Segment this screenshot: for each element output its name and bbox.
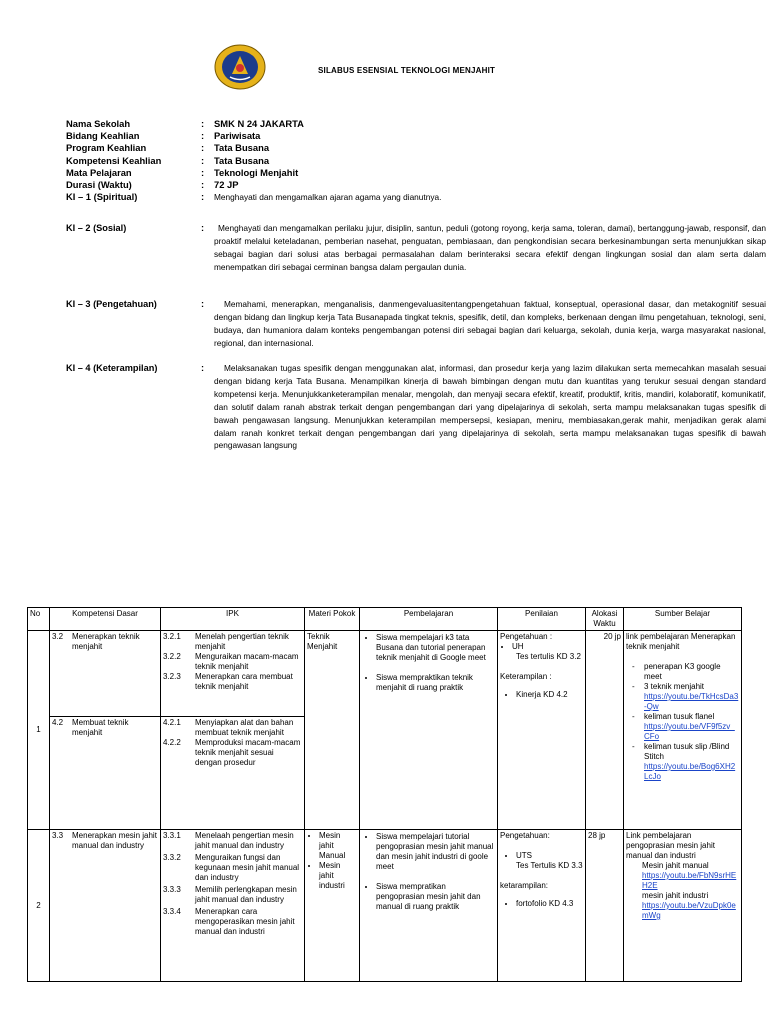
ki-label: KI – 4 (Keterampilan) <box>66 363 158 373</box>
list-item: • Mesin jahit industri <box>319 861 357 891</box>
kd-cell: 3.3 Menerapkan mesin jahit manual dan industry <box>50 830 161 982</box>
school-emblem-icon <box>214 44 266 90</box>
ipk-cell: 3.3.1 Menelaah pengertian mesin jahit manual dan industry 3.3.2 Menguraikan fungsi dan kegunaan mesin jahit manual dan industry 3.3.3 Memilih perlengkapan mesin jahit manual dan industry 3.3.4 Menerapkan cara mengoperasikan mesin jahit manual dan industri <box>161 830 305 982</box>
info-label: Program Keahlian <box>66 142 147 154</box>
header-cell: Kompetensi Dasar <box>50 608 161 631</box>
pembelajaran-cell <box>360 830 498 982</box>
table-row <box>28 830 742 982</box>
info-value: Pariwisata <box>214 130 261 142</box>
kd-cell: 4.2 Membuat teknik menjahit <box>50 717 161 830</box>
header-cell: No <box>28 608 50 631</box>
list-item: - 3 teknik menjahit https://youtu.be/TkHcsDa3-Qw <box>644 682 739 712</box>
header-cell: Materi Pokok <box>305 608 360 631</box>
waktu-cell: 28 jp <box>586 830 624 982</box>
info-value: Menghayati dan mengamalkan ajaran agama yang dianutnya. <box>214 192 442 203</box>
header-cell: Sumber Belajar <box>624 608 742 631</box>
info-label: Durasi (Waktu) <box>66 179 132 191</box>
info-row: Mata Pelajaran : Teknologi Menjahit <box>66 166 299 178</box>
youtube-link[interactable]: https://youtu.be/TkHcsDa3-Qw <box>644 692 739 711</box>
sumber-cell: link pembelajaran Menerapkan teknik menjahit - penerapan K3 google meet - 3 teknik menjahit https://youtu.be/TkHcsDa3-Qw - keliman tusuk flanel https://youtu.be/VF9f5zv_CFo - keliman tusuk slip /Blind Stitch https://youtu.be/Bog6XH2LcJo <box>624 631 742 830</box>
list-item: • Siswa mempelajari tutorial pengoprasian mesin jahit manual dan mesin jahit industri di goole meet <box>376 832 495 872</box>
list-item: - keliman tusuk flanel https://youtu.be/VF9f5zv_CFo <box>644 712 739 742</box>
info-label: KI – 1 (Spiritual) <box>66 191 138 203</box>
header-cell: IPK <box>161 608 305 631</box>
info-value: Tata Busana <box>214 142 270 154</box>
info-label: Kompetensi Keahlian <box>66 154 162 166</box>
info-label: Nama Sekolah <box>66 118 131 129</box>
ki-text: Memahami, menerapkan, menganalisis, danmengevaluasitentangpengetahuan faktual, konseptual, operasional dasar, dan metakognitif sesuai dengan bidang dan lingkup kerja Tata Busanapada tingkat teknis, spesifik, detil, dan kompleks, berkenaan dengan ilmu pengetahuan, teknologi, seni, budaya, dan humaniora dalam konteks pengembangan potensi diri sebagai bagian dari keluarga, sekolah, dunia kerja, warga masyarakat nasional, regional, dan internasional. <box>214 299 766 348</box>
table-row <box>28 631 742 717</box>
info-label: Bidang Keahlian <box>66 130 140 142</box>
youtube-link[interactable]: https://youtu.be/VF9f5zv_CFo <box>644 722 735 741</box>
sumber-cell: Link pembelajaran pengoprasian mesin jahit manual dan industri Mesin jahit manual https://youtu.be/FbN9srHEH2E mesin jahit industri https://youtu.be/VzuDpk0emWg <box>624 830 742 982</box>
info-value: Tata Busana <box>214 154 270 166</box>
list-item: • Siswa mempratikan pengoprasian mesin jahit dan manual di ruang praktik <box>376 882 495 912</box>
info-row: Program Keahlian : Tata Busana <box>66 142 270 154</box>
info-label: Mata Pelajaran <box>66 166 132 178</box>
list-item: - penerapan K3 google meet <box>644 662 739 682</box>
info-row: KI – 1 (Spiritual) : Menghayati dan mengamalkan ajaran agama yang dianutnya. <box>66 191 442 203</box>
info-row: Nama Sekolah : SMK N 24 JAKARTA <box>66 118 304 129</box>
row-number: 2 <box>28 830 50 982</box>
info-row: Bidang Keahlian : Pariwisata <box>66 130 261 142</box>
youtube-link[interactable]: https://youtu.be/Bog6XH2LcJo <box>644 762 736 781</box>
materi-cell: Teknik Menjahit <box>305 631 360 830</box>
row-number: 1 <box>28 631 50 830</box>
list-item: • Siswa mempelajari k3 tata Busana dan tutorial penerapan teknik menjahit di Google meet <box>376 633 495 663</box>
header-cell: Alokasi Waktu <box>586 608 624 631</box>
info-row: Kompetensi Keahlian : Tata Busana <box>66 154 270 166</box>
info-row: Durasi (Waktu) : 72 JP <box>66 179 239 191</box>
pembelajaran-cell <box>360 631 498 830</box>
ipk-cell: 4.2.1 Menyiapkan alat dan bahan membuat teknik menjahit 4.2.2 Memproduksi macam-macam teknik menjahit sesuai dengan prosedur <box>161 717 305 830</box>
list-item: • Siswa mempraktikan teknik menjahit di ruang praktik <box>376 673 495 693</box>
info-value: SMK N 24 JAKARTA <box>214 118 304 129</box>
kd-cell: 3.2 Menerapkan teknik menjahit <box>50 631 161 717</box>
youtube-link[interactable]: https://youtu.be/FbN9srHEH2E <box>642 871 737 890</box>
ki-label: KI – 2 (Sosial) <box>66 223 127 233</box>
header-cell: Penilaian <box>498 608 586 631</box>
ki-label: KI – 3 (Pengetahuan) <box>66 299 157 309</box>
header-cell: Pembelajaran <box>360 608 498 631</box>
waktu-cell: 20 jp <box>586 631 624 830</box>
table-header-row <box>28 608 742 631</box>
syllabus-table <box>27 607 742 982</box>
school-info <box>66 118 706 203</box>
materi-cell <box>305 830 360 982</box>
penilaian-cell: Pengetahuan: • UTS Tes Tertulis KD 3.3 ketarampilan: • fortofolio KD 4.3 <box>498 830 586 982</box>
youtube-link[interactable]: https://youtu.be/VzuDpk0emWg <box>642 901 736 920</box>
ki-text: Menghayati dan mengamalkan perilaku jujur, disiplin, santun, peduli (gotong royong, kerja sama, toleran, damai), bertanggung-jawab, responsif, dan proaktif melalui keteladanan, pemberian nasehat, penguatan, pembiasaan, dan pengkondisian secara berkesinambungan serta menunjukkan sikap sebagai bagian dari solusi atas berbagai permasalahan dalam berinteraksi secara efektif dengan lingkungan sosial dan alam serta dalam menempatkan diri sebagai cerminan bangsa dalam pergaulan dunia. <box>214 223 766 272</box>
penilaian-cell: Pengetahuan : • UH Tes tertulis KD 3.2 Keterampilan : • Kinerja KD 4.2 <box>498 631 586 830</box>
document-title: SILABUS ESENSIAL TEKNOLOGI MENJAHIT <box>318 66 496 75</box>
info-value: 72 JP <box>214 179 239 191</box>
ipk-cell: 3.2.1 Menelah pengertian teknik menjahit 3.2.2 Menguraikan macam-macam teknik menjahit 3.2.3 Menerapkan cara membuat teknik menjahit <box>161 631 305 717</box>
list-item: • Mesin jahit Manual <box>319 831 357 861</box>
ki-text: Melaksanakan tugas spesifik dengan menggunakan alat, informasi, dan prosedur kerja yang lazim dilakukan serta memecahkan masalah sesuai dengan bidang kerja Tata Busana. Menampilkan kinerja di bawah bimbingan dengan mutu dan kuantitas yang terukur sesuai dengan standard kompetensi kerja. Menunjukkanketerampilan menalar, mengolah, dan menyaji secara efektif, kreatif, produktif, kritis, mandiri, kolaboratif, komunikatif, dan solutif dalam ranah abstrak terkait dengan pengembangan dari yang dipelajarinya di sekolah, serta mampu melaksanakan tugas spesifik di bawah pengawasan langsung. Menunjukkan keterampilan mempersepsi, kesiapan, meniru, membiasakan,gerak mahir, menjadikan gerak alami dalam ranah konkret terkait dengan pengembangan dari yang dipelajarinya di sekolah, serta mampu melaksanakan tugas spesifik di bawah pengawasan langsung <box>214 363 766 451</box>
info-value: Teknologi Menjahit <box>214 166 299 178</box>
list-item: - keliman tusuk slip /Blind Stitch https://youtu.be/Bog6XH2LcJo <box>644 742 739 782</box>
